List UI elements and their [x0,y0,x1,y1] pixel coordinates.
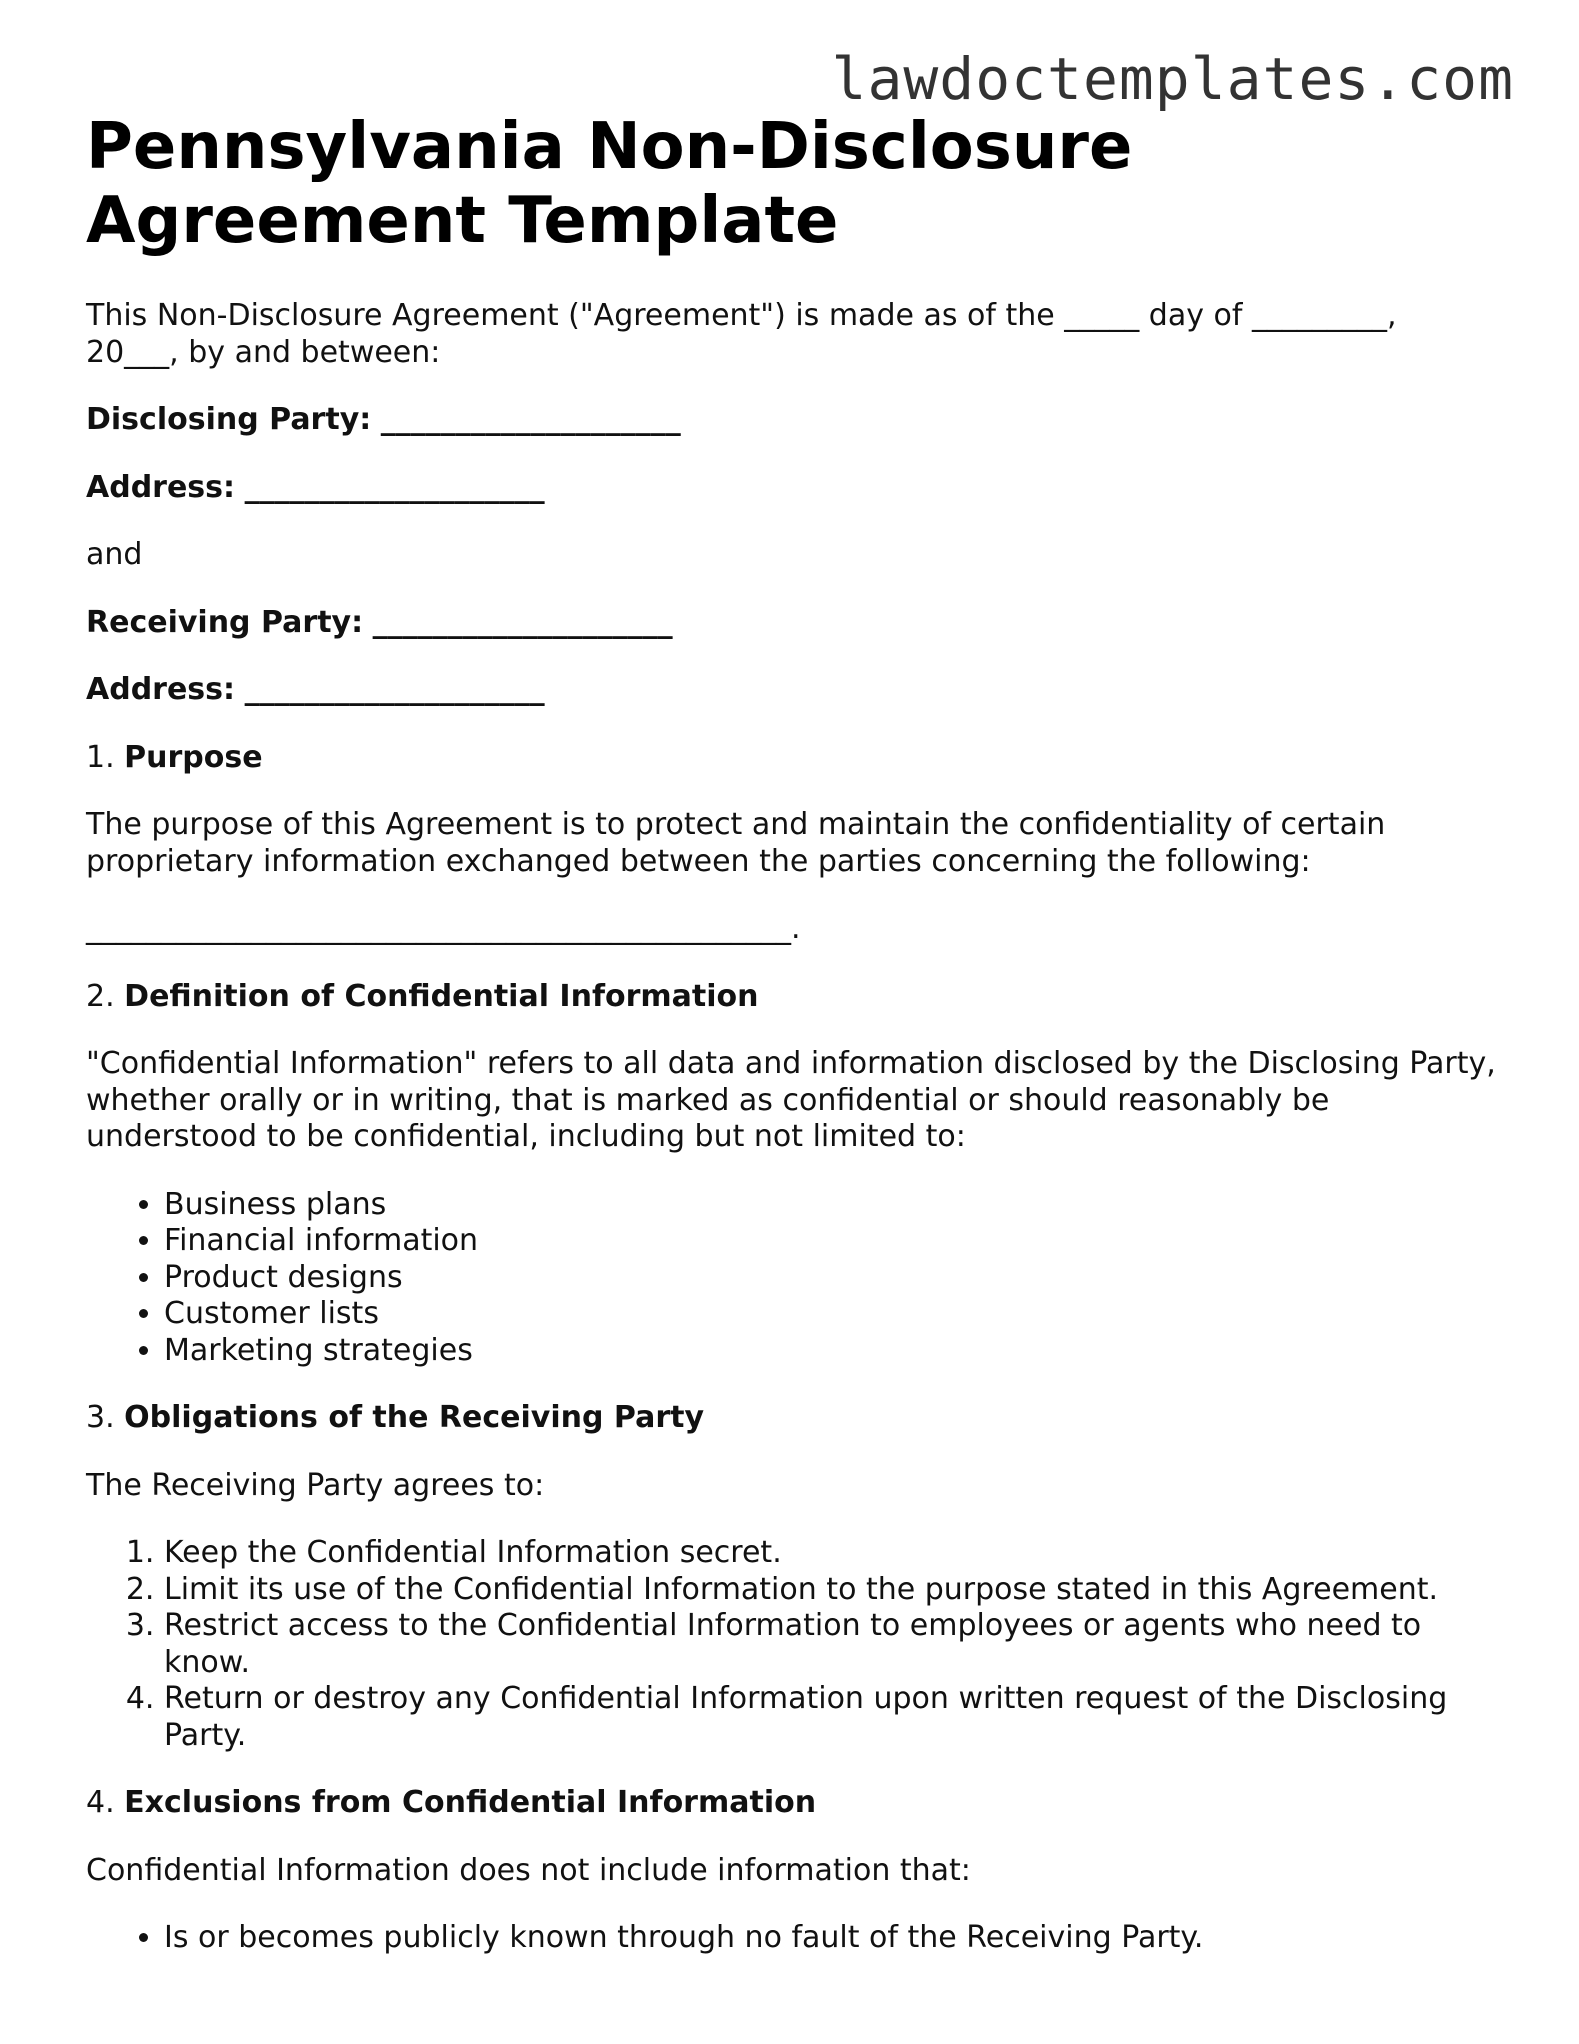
section-2-title: Definition of Confidential Information [124,978,759,1014]
document-body [86,298,1496,1988]
disclosing-party-line [86,402,1496,439]
section-4-list [86,1920,1496,1957]
disclosing-party-blank: ____________________ [380,402,681,437]
intro-paragraph: This Non-Disclosure Agreement ("Agreement") is made as of the _____ day of _________, 20___, by and between: [86,298,1397,370]
list-item: • Business plans [164,1187,1496,1224]
disclosing-address-line [86,470,1496,507]
section-2-body: "Confidential Information" refers to all data and information disclosed by the Disclosing Party, whether orally or in writing, that is marked as confidential or should reasonably be understood to be confidential, including but not limited to: [86,1046,1496,1154]
section-4-title: Exclusions from Confidential Information [124,1785,817,1820]
document-title: Pennsylvania Non-Disclosure Agreement Template [86,110,1133,258]
site-watermark: lawdoctemplates.com [831,45,1514,113]
and-conjunction: and [86,537,143,572]
section-4-number: 4. [86,1785,115,1820]
section-2-heading [86,979,1496,1016]
receiving-party-label: Receiving Party: [86,604,364,640]
list-item: • Financial information [164,1223,1496,1260]
section-1-number: 1. [86,739,115,775]
disclosing-address-blank: ____________________ [244,469,545,505]
section-3-list [86,1535,1496,1754]
list-item: • Customer lists [164,1296,1496,1333]
receiving-address-blank: ____________________ [244,672,545,707]
list-item: 1. Keep the Confidential Information secret. [164,1535,1496,1572]
section-1-blank: _______________________________________________. [86,911,801,946]
list-item: 2. Limit its use of the Confidential Information to the purpose stated in this Agreement. [164,1572,1496,1609]
list-item: 3. Restrict access to the Confidential Information to employees or agents who need to know. [164,1608,1496,1681]
section-3-title: Obligations of the Receiving Party [124,1400,705,1435]
list-item: • Is or becomes publicly known through no fault of the Receiving Party. [164,1920,1496,1957]
list-item: 4. Return or destroy any Confidential Information upon written request of the Disclosing Party. [164,1681,1496,1754]
section-4-heading [86,1785,1496,1822]
list-item: • Product designs [164,1260,1496,1297]
section-1-title: Purpose [124,739,263,775]
section-1-body: The purpose of this Agreement is to protect and maintain the confidentiality of certain proprietary information exchanged between the parties concerning the following: [86,807,1386,879]
section-3-number: 3. [86,1400,115,1435]
disclosing-address-label: Address: [86,469,236,505]
section-3-body: The Receiving Party agrees to: [86,1467,545,1503]
section-4-body: Confidential Information does not include information that: [86,1852,971,1888]
list-item: • Marketing strategies [164,1333,1496,1370]
receiving-party-line [86,605,1496,642]
section-2-list [86,1187,1496,1370]
receiving-address-label: Address: [86,672,236,707]
section-2-number: 2. [86,978,115,1014]
disclosing-party-label: Disclosing Party: [86,402,372,437]
section-1-heading [86,740,1496,777]
section-3-heading [86,1400,1496,1437]
receiving-address-line [86,672,1496,709]
receiving-party-blank: ____________________ [372,604,673,640]
